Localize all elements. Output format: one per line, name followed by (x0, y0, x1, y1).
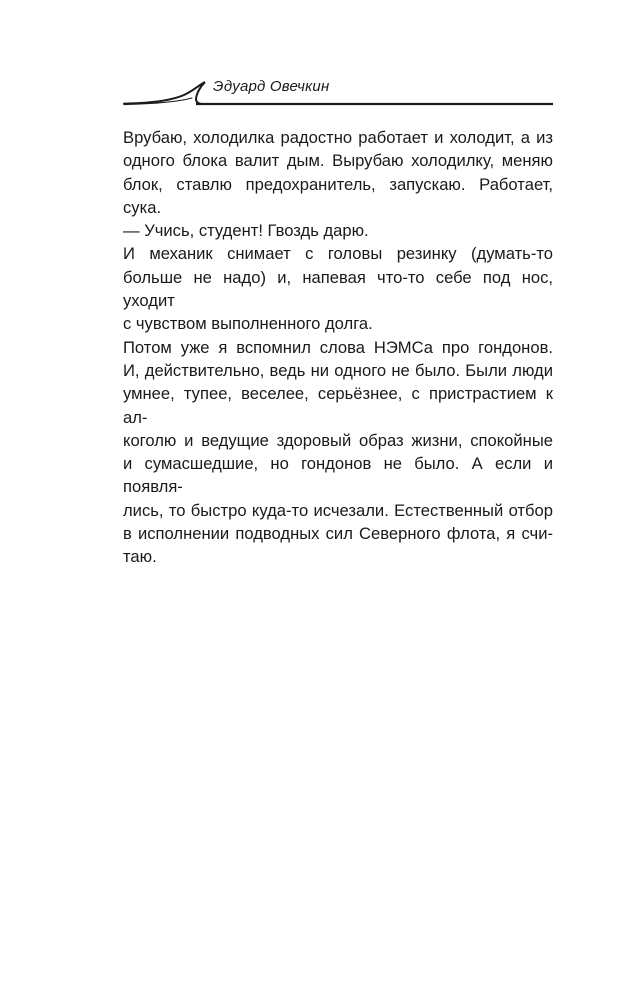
text-line: лись, то быстро куда-то исчезали. Естественный отбор (123, 500, 553, 520)
text-line: и сумасшедшие, но гондонов не было. А если и появля- (123, 454, 553, 497)
author-name: Эдуард Овечкин (213, 78, 330, 95)
page-body-text (123, 126, 553, 569)
text-line: Врубаю, холодилка радостно работает и холодит, а из (123, 128, 553, 147)
text-line: коголю и ведущие здоровый образ жизни, спокойные (123, 430, 553, 450)
paragraph (123, 126, 553, 219)
text-line: таю. (123, 547, 157, 567)
text-line: блок, ставлю предохранитель, запускаю. Работает, сука. (123, 174, 553, 217)
text-line: в исполнении подводных сил Северного флота, я счи- (123, 524, 553, 544)
text-line: И, действительно, ведь ни одного не было. Были люди (123, 360, 553, 380)
text-line: умнее, тупее, веселее, серьёзнее, с пристрастием к ал- (123, 384, 553, 427)
paragraph (123, 336, 553, 569)
running-header (0, 70, 619, 120)
header-swoosh (124, 82, 205, 104)
text-line: И механик снимает с головы резинку (думать-то (123, 244, 553, 264)
text-line: — Учись, студент! Гвоздь дарю. (123, 221, 369, 241)
text-line: одного блока валит дым. Вырубаю холодилку, меняю (123, 151, 553, 171)
paragraph (123, 242, 553, 335)
text-line: больше не надо) и, напевая что-то себе под нос, уходит (123, 267, 553, 311)
text-line: Потом уже я вспомнил слова НЭМСа про гондонов. (123, 337, 553, 357)
text-line: с чувством выполненного долга. (123, 314, 373, 334)
paragraph-dialogue (123, 219, 553, 242)
